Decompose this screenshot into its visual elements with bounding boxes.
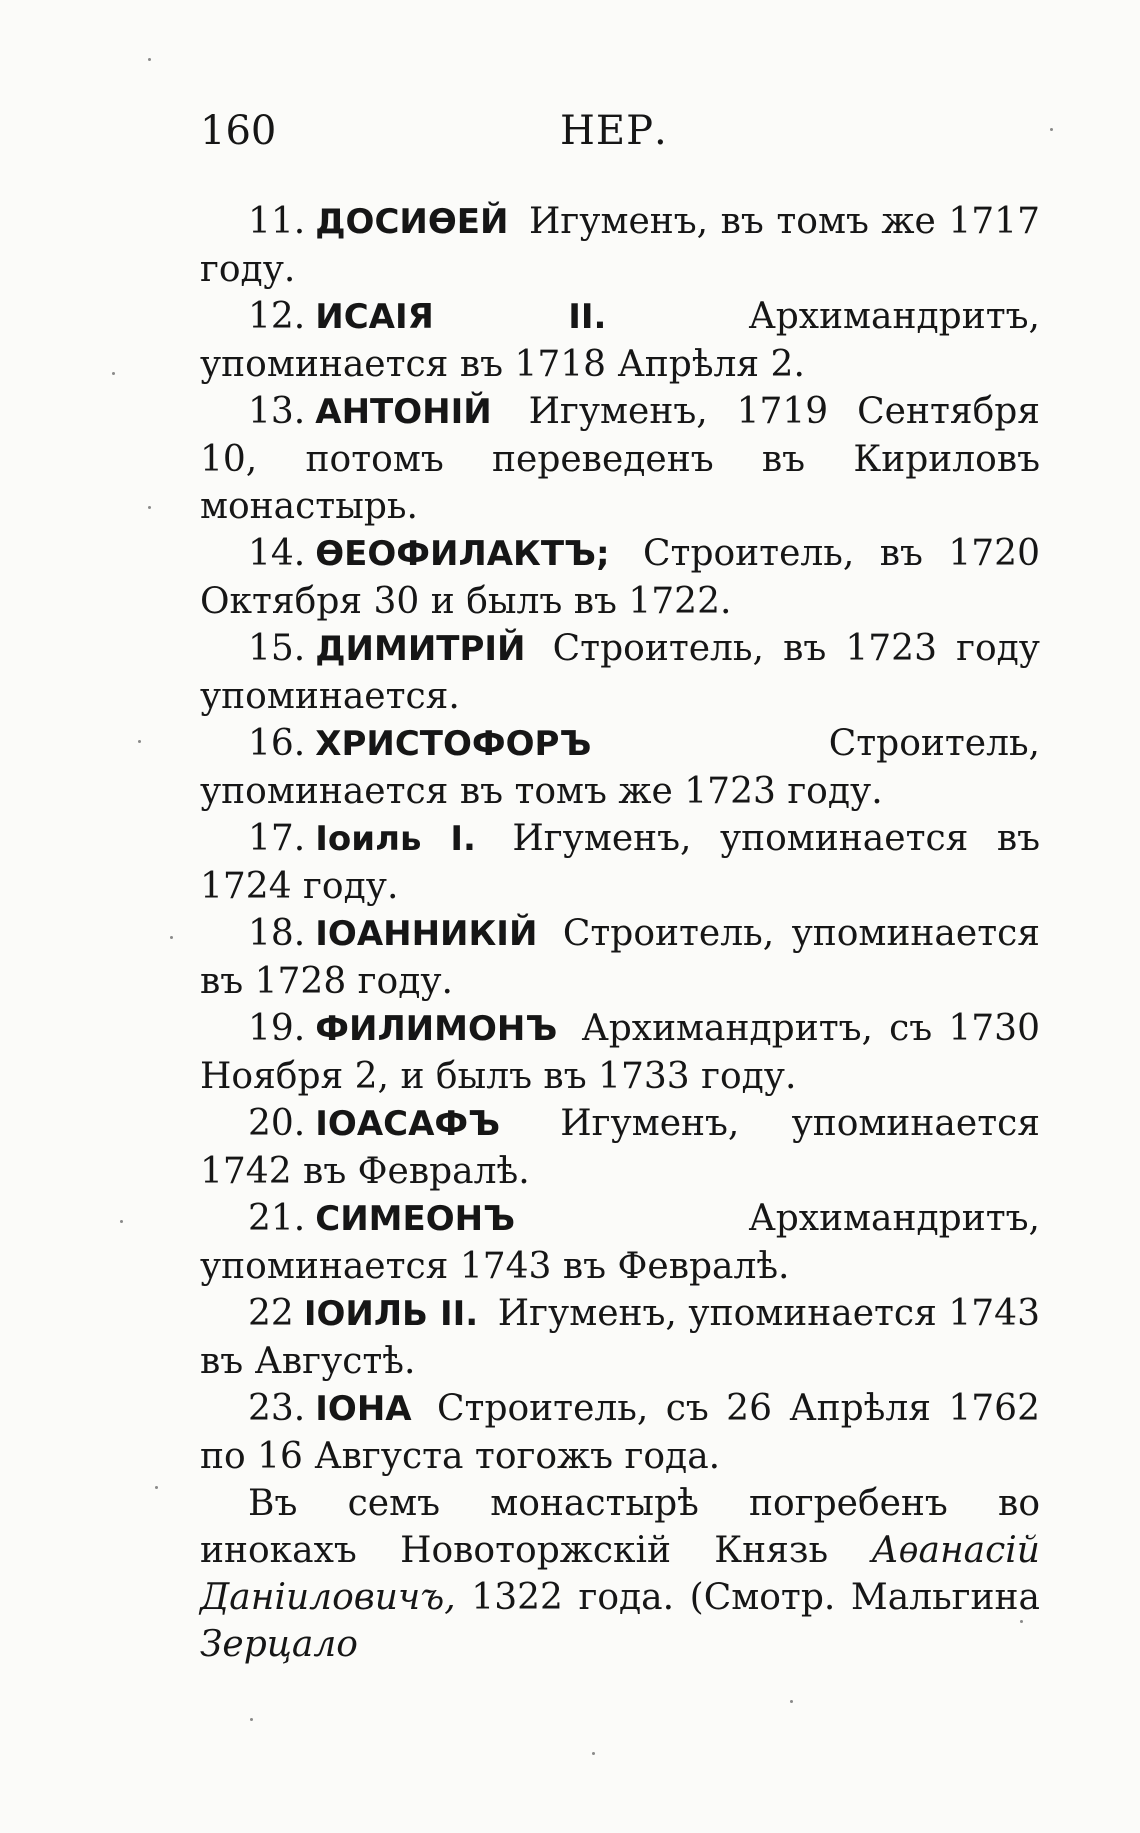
entry-22	[200, 1290, 1040, 1385]
closing-italic-name: Аѳанасій Даніиловичъ,	[200, 1530, 1040, 1618]
page-number: 160	[200, 108, 277, 154]
scan-speck	[155, 1486, 158, 1489]
entry-11	[200, 198, 1040, 293]
entry-text: Игуменъ, упоминается въ 1724 году.	[200, 818, 1040, 907]
entry-number: 16.	[248, 723, 306, 764]
entry-number: 14.	[248, 533, 306, 574]
entry-18	[200, 910, 1040, 1005]
entry-text: Игуменъ, упоминается 1742 въ Февралѣ.	[200, 1103, 1040, 1192]
entry-text: Строитель, въ 1723 году упоминается.	[200, 628, 1040, 717]
scan-speck	[592, 1752, 595, 1755]
running-head: НЕР.	[560, 108, 668, 154]
entry-name: ФИЛИМОНЪ	[315, 1009, 558, 1049]
entry-number: 18.	[248, 913, 306, 954]
closing-text-middle: 1322 года. (Смотр. Мальгина	[471, 1577, 1040, 1618]
entry-text: Архимандритъ, упоминается 1743 въ Февралѣ.	[200, 1198, 1040, 1287]
entry-name: ИСАІЯ II.	[315, 297, 607, 337]
scan-speck	[1050, 128, 1053, 131]
closing-italic-end: Зерцало	[200, 1624, 358, 1665]
scan-speck	[250, 1718, 253, 1721]
entry-number: 15.	[248, 628, 306, 669]
entry-number: 22	[248, 1293, 294, 1334]
page-header	[200, 108, 1040, 168]
entry-text: Строитель, съ 26 Апрѣля 1762 по 16 Августа тогожъ года.	[200, 1388, 1040, 1477]
entry-name: Іоиль I.	[315, 819, 476, 859]
entry-text: Игуменъ, въ томъ же 1717 году.	[200, 201, 1040, 290]
entry-text: Архимандритъ, упоминается въ 1718 Апрѣля 2.	[200, 296, 1040, 385]
scan-speck	[790, 1700, 793, 1703]
entry-name: СИМЕОНЪ	[315, 1199, 516, 1239]
entry-text: Архимандритъ, съ 1730 Ноября 2, и былъ въ 1733 году.	[200, 1008, 1040, 1097]
entry-name: ІОАСАФЪ	[315, 1104, 501, 1144]
entry-20	[200, 1100, 1040, 1195]
entry-number: 20.	[248, 1103, 306, 1144]
entry-number: 21.	[248, 1198, 306, 1239]
entry-23	[200, 1385, 1040, 1480]
entry-name: ІОАННИКІЙ	[315, 914, 538, 954]
entry-list	[200, 198, 1040, 1668]
entry-name: ІОНА	[315, 1389, 412, 1429]
entry-number: 12.	[248, 296, 306, 337]
scan-speck	[148, 506, 151, 509]
scan-speck	[148, 58, 151, 61]
entry-name: АНТОНІЙ	[315, 392, 492, 432]
entry-text: Игуменъ, 1719 Сентября 10, потомъ переведенъ въ Кириловъ монастырь.	[200, 391, 1040, 527]
entry-16	[200, 720, 1040, 815]
entry-number: 17.	[248, 818, 306, 859]
scan-speck	[138, 740, 141, 743]
entry-text: Игуменъ, упоминается 1743 въ Августѣ.	[200, 1293, 1040, 1382]
scan-speck	[112, 372, 115, 375]
entry-number: 11.	[248, 201, 306, 242]
closing-paragraph	[200, 1480, 1040, 1668]
closing-text-before: Въ семъ монастырѣ погребенъ во инокахъ Новоторжскій Князь	[200, 1483, 1040, 1571]
entry-15	[200, 625, 1040, 720]
entry-text: Строитель, въ 1720 Октября 30 и былъ въ 1722.	[200, 533, 1040, 622]
entry-name: ӨЕОФИЛАКТЪ;	[315, 534, 610, 574]
scan-speck	[1020, 1620, 1023, 1623]
entry-text: Строитель, упоминается въ 1728 году.	[200, 913, 1040, 1002]
entry-number: 19.	[248, 1008, 306, 1049]
entry-name: ДОСИӨЕЙ	[315, 202, 509, 242]
entry-name: ІОИЛЬ II.	[303, 1294, 479, 1334]
entry-21	[200, 1195, 1040, 1290]
entry-12	[200, 293, 1040, 388]
entry-number: 23.	[248, 1388, 306, 1429]
entry-17	[200, 815, 1040, 910]
entry-19	[200, 1005, 1040, 1100]
scan-speck	[120, 1220, 123, 1223]
entry-14	[200, 530, 1040, 625]
entry-text: Строитель, упоминается въ томъ же 1723 году.	[200, 723, 1040, 812]
entry-name: ДИМИТРІЙ	[315, 629, 526, 669]
entry-name: ХРИСТОФОРЪ	[315, 724, 592, 764]
scan-speck	[170, 936, 173, 939]
entry-13	[200, 388, 1040, 530]
entry-number: 13.	[248, 391, 306, 432]
